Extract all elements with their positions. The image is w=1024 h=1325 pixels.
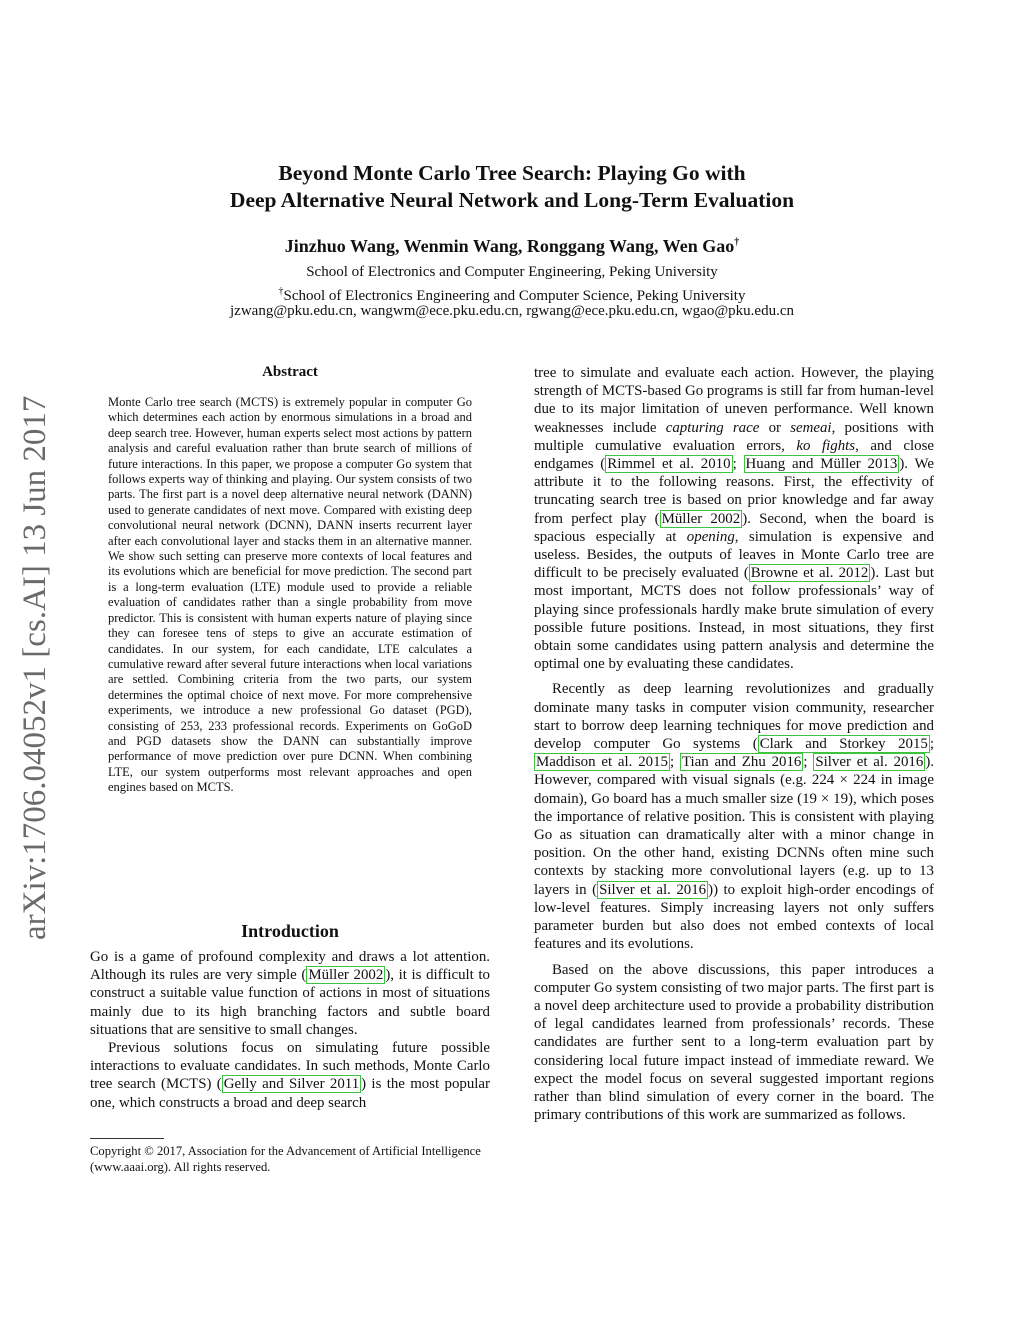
text-run: 2017, Association for the Advancement of Artificial Intelligence (www.aaai.org). All rights reserved. [90, 1144, 481, 1174]
text-run: Copyright [90, 1144, 145, 1158]
text-run: ). However, compared with visual signals (e.g. 224 × 224 in image domain), Go board has a much smaller size (19 × 19), which poses the importance of relative position. This is consistent with playing Go as situation can dramatically alter with a minor change in position. On the other hand, existing DCNNs often mine such contexts by stacking more convolutional layers (e.g. up to 13 layers in ( [534, 754, 935, 898]
right-paragraph-3: Based on the above discussions, this paper introduces a computer Go system consisting of two major parts. The first part is a novel deep architecture used to provide a probability distribution of legal candidates learned from professionals’ records. These candidates are further sent to a long-term evaluation part by considering local future impact instead of immediate reward. We expect the model focus on several suggested important regions rather than blind simulation of every corner in the board. The primary contributions of this work are summarized as follows. [534, 961, 934, 1124]
citation-link[interactable]: Silver et al. 2016 [815, 754, 924, 771]
text-run: , positions with multiple cumulative evaluation errors, [534, 419, 934, 454]
citation-link[interactable]: Maddison et al. 2015 [536, 754, 668, 771]
text-run: ) is the most popular one, which constructs a broad and deep search [90, 1076, 490, 1111]
title-line-2: Deep Alternative Neural Network and Long-Term Evaluation [229, 188, 795, 212]
text-run: ; [669, 754, 680, 771]
copyright-footnote [90, 1143, 490, 1175]
text-run: ; [732, 456, 744, 473]
text-run: , and close endgames ( [534, 437, 935, 473]
intro-paragraph-1 [90, 948, 490, 1039]
text-run: Go is a game of profound complexity and draws a lot attention. Although its rules are very simple ( [90, 949, 490, 984]
text-run: Recently as deep learning revolutionizes and gradually dominate many tasks in computer vision community, researcher start to borrow deep learning techniques for move prediction and develop computer Go systems ( [534, 681, 934, 753]
text-run: ), it is difficult to construct a suitable value function of actions in most of situations mainly due to its high branching factors and subtle board situations that are sensitive to small changes. [90, 967, 491, 1038]
right-column-body [534, 364, 934, 1124]
text-run: or [759, 419, 791, 436]
citation-link[interactable]: Rimmel et al. 2010 [607, 456, 731, 473]
text-run: ). We attribute it to the following reasons. First, the effectivity of truncating search tree is based on prior knowledge and far away from perfect play ( [534, 456, 934, 527]
copyright-symbol: © [144, 1144, 154, 1158]
right-paragraph-1 [534, 364, 934, 673]
author-emails: jzwang@pku.edu.cn, wangwm@ece.pku.edu.cn, rgwang@ece.pku.edu.cn, wgao@pku.edu.cn [230, 303, 794, 319]
title-line-1: Beyond Monte Carlo Tree Search: Playing Go with [278, 161, 746, 185]
text-run: tree to simulate and evaluate each action. However, the playing strength of MCTS-based Go programs is still far from human-level due to its major limitation of uneven performance. Well known weaknesses include [534, 365, 934, 436]
citation-link[interactable]: Silver et al. 2016 [599, 881, 707, 898]
text-run: Previous solutions focus on simulating future possible interactions to evaluate candidates. In such methods, Monte Carlo tree search (MCTS) ( [90, 1040, 490, 1093]
affiliation-1: School of Electronics and Computer Engineering, Peking University [306, 264, 718, 280]
affiliation-2-text: School of Electronics Engineering and Computer Science, Peking University [283, 288, 746, 304]
citation-link[interactable]: Clark and Storkey 2015 [759, 736, 928, 753]
emphasis: opening [686, 528, 735, 545]
citation-link[interactable]: Müller 2002 [308, 967, 384, 984]
affiliation-2-mark: † [278, 286, 284, 297]
introduction-heading: Introduction [241, 921, 339, 941]
text-run: )) to exploit high-order encodings of low-level features. Simply increasing layers not only suffers parameter burden but also does not embed contexts of local features and its evolutions. [534, 881, 935, 953]
text-run: ; [929, 736, 935, 753]
citation-link[interactable]: Gelly and Silver 2011 [223, 1076, 360, 1093]
text-run: ). Last but most important, MCTS does not follow professionals’ way of playing since professionals hardly make brute simulation of every possible future positions. Instead, in most situations, they first obtain some candidates using pattern analysis and determine the optimal one by evaluating these candidates. [534, 565, 935, 673]
abstract-heading: Abstract [262, 364, 318, 380]
text-run: ). Second, when the board is spacious especially at [534, 510, 934, 545]
text-run: , simulation is expensive and useless. Besides, the outputs of leaves in Monte Carlo tree are difficult to be precisely evaluated ( [534, 528, 934, 582]
citation-link[interactable]: Tian and Zhu 2016 [681, 754, 802, 771]
intro-paragraph-2 [90, 1039, 490, 1112]
emphasis: capturing race [665, 419, 760, 436]
footnote-divider [90, 1138, 164, 1139]
citation-link[interactable]: Müller 2002 [661, 510, 741, 527]
emphasis: ko fights [796, 437, 856, 454]
emphasis: semeai [790, 419, 832, 436]
citation-link[interactable]: Browne et al. 2012 [750, 565, 869, 582]
arxiv-identifier: arXiv:1706.04052v1 [cs.AI] 13 Jun 2017 [17, 395, 53, 940]
author-names: Jinzhuo Wang, Wenmin Wang, Ronggang Wang, Wen Gao [284, 236, 735, 256]
abstract-text: Monte Carlo tree search (MCTS) is extremely popular in computer Go which determines each action by enormous simulations in a broad and deep search tree. However, human experts select most actions by pattern analysis and careful evaluation rather than brute search of millions of future interactions. In this paper, we propose a computer Go system that follows experts way of thinking and playing. Our system consists of two parts. The first part is a novel deep alternative neural network (DANN) used to generate candidates of next move. Compared with existing deep convolutional neural network (DCNN), DANN inserts recurrent layer after each convolutional layer and stacks them in an alternative manner. We show such setting can preserve more contexts of local features and its evolutions which are beneficial for move prediction. The second part is a long-term evaluation (LTE) module used to provide a reliable evaluation of candidates rather than a single probability from move predictor. This is consistent with human experts nature of playing since they can foresee tens of steps to give an accurate estimation of candidates. In our system, for each candidate, LTE calculates a cumulative reward after several future interactions when local variations are settled. Combining criteria from the two parts, our system determines the optimal choice of next move. For more comprehensive experiments, we introduce a new professional Go dataset (PGD), consisting of 253, 233 professional records. Experiments on GoGoD and PGD datasets show the DANN can substantially improve performance of move prediction over pure DCNN. When combining LTE, our system outperforms most relevant approaches and open engines based on MCTS. [108, 395, 472, 795]
paper-title [150, 160, 874, 214]
author-list [150, 236, 874, 257]
left-column-body [90, 948, 490, 1112]
right-paragraph-2 [534, 680, 934, 953]
citation-link[interactable]: Huang and Müller 2013 [745, 456, 898, 473]
text-run: ; [803, 754, 814, 771]
author-mark: † [734, 237, 740, 248]
